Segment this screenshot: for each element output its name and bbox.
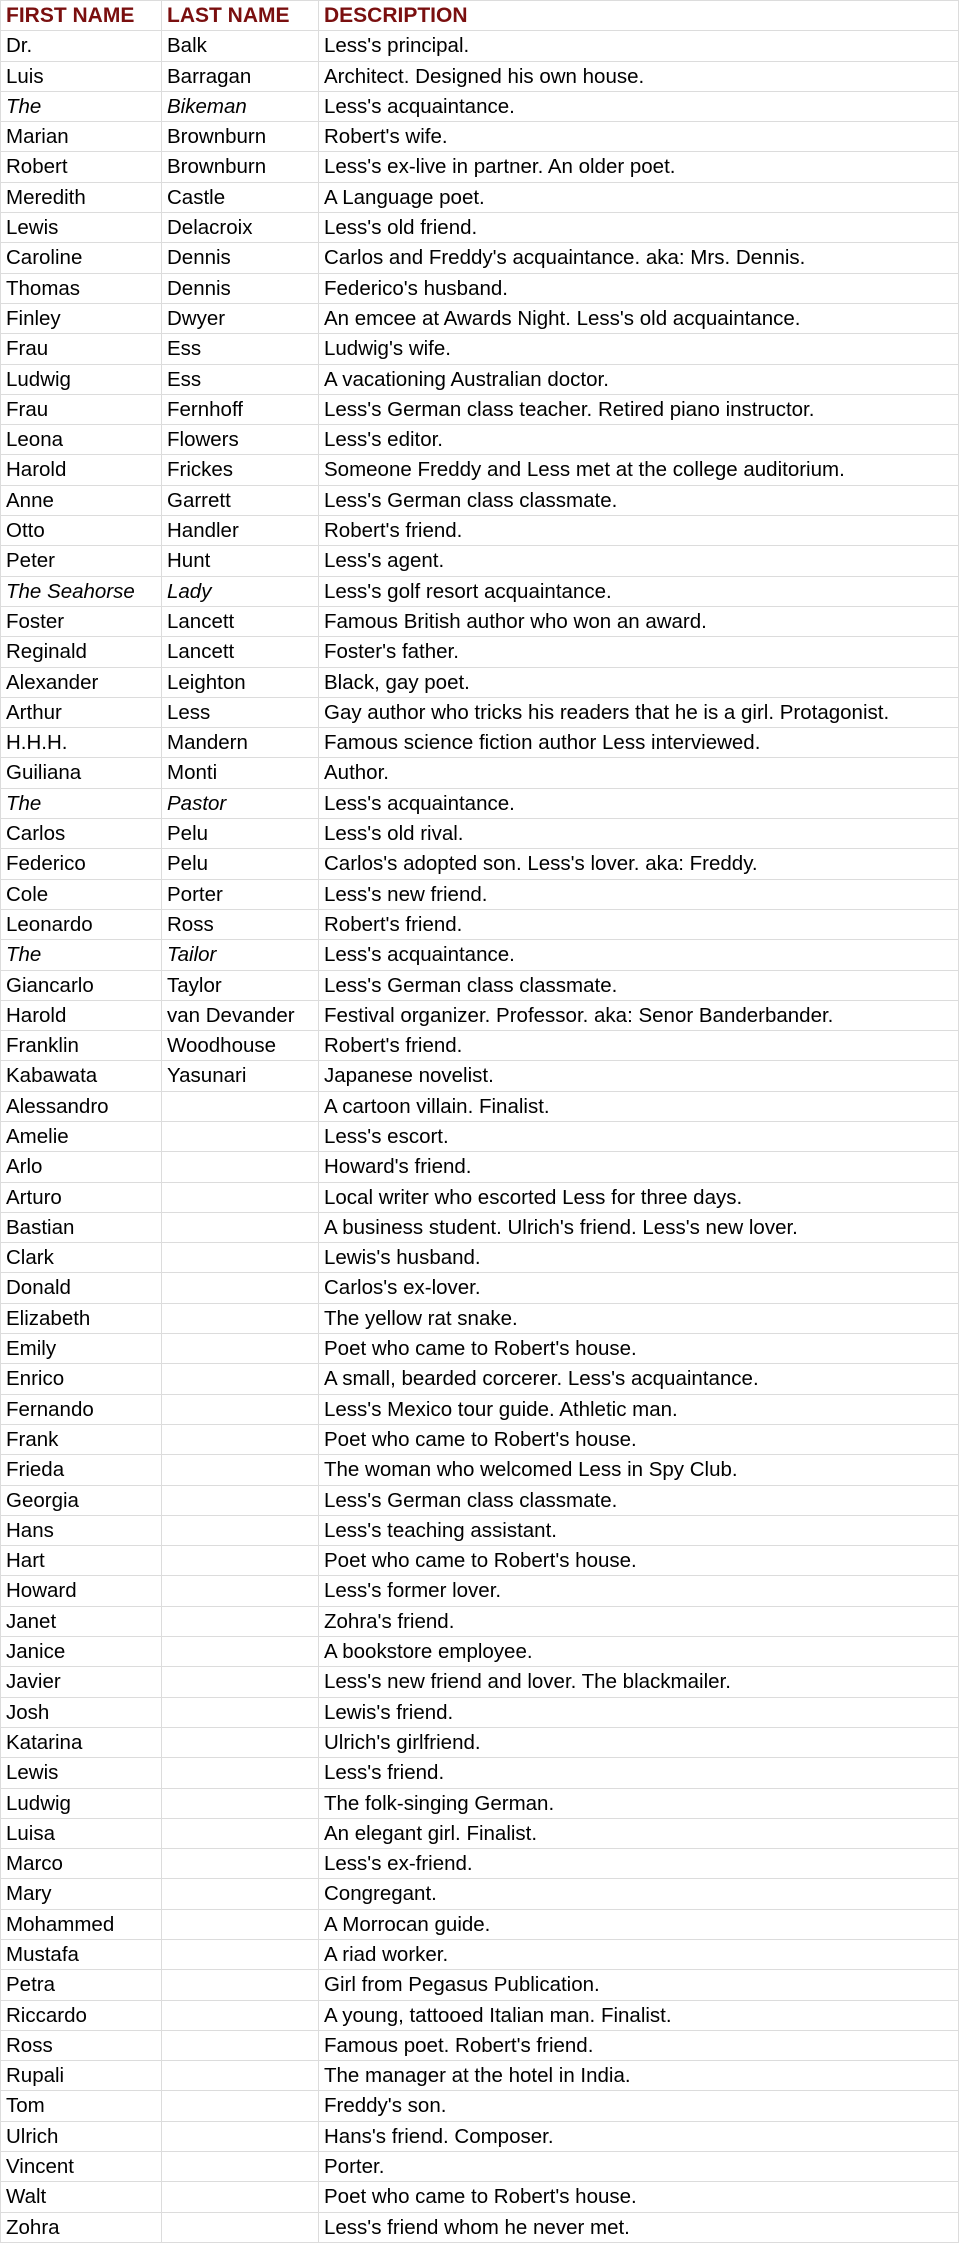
last-name-cell[interactable] bbox=[162, 2000, 319, 2030]
description-cell[interactable]: Lewis's friend. bbox=[319, 1697, 959, 1727]
table-row bbox=[1, 364, 959, 394]
description-cell[interactable]: An elegant girl. Finalist. bbox=[319, 1818, 959, 1848]
last-name-cell[interactable] bbox=[162, 2212, 319, 2242]
last-name-cell[interactable] bbox=[162, 2030, 319, 2060]
description-cell[interactable]: Less's ex-friend. bbox=[319, 1849, 959, 1879]
last-name-cell[interactable] bbox=[162, 1970, 319, 2000]
table-row bbox=[1, 1031, 959, 1061]
table-row bbox=[1, 849, 959, 879]
last-name-cell[interactable]: Lancett bbox=[162, 606, 319, 636]
last-name-cell[interactable] bbox=[162, 1394, 319, 1424]
last-name-cell[interactable] bbox=[162, 1364, 319, 1394]
first-name-cell[interactable]: Rupali bbox=[1, 2061, 162, 2091]
description-cell[interactable]: Freddy's son. bbox=[319, 2091, 959, 2121]
first-name-cell[interactable]: Fernando bbox=[1, 1394, 162, 1424]
table-row bbox=[1, 606, 959, 636]
description-cell[interactable]: Author. bbox=[319, 758, 959, 788]
table-row bbox=[1, 788, 959, 818]
last-name-cell[interactable] bbox=[162, 1091, 319, 1121]
table-row bbox=[1, 1121, 959, 1151]
description-cell[interactable]: Poet who came to Robert's house. bbox=[319, 2182, 959, 2212]
table-row bbox=[1, 1667, 959, 1697]
description-cell[interactable]: A young, tattooed Italian man. Finalist. bbox=[319, 2000, 959, 2030]
description-cell[interactable]: Howard's friend. bbox=[319, 1152, 959, 1182]
table-row bbox=[1, 1879, 959, 1909]
table-row bbox=[1, 394, 959, 424]
table-row bbox=[1, 31, 959, 61]
first-name-cell[interactable]: Tom bbox=[1, 2091, 162, 2121]
table-row bbox=[1, 1091, 959, 1121]
description-cell[interactable]: Less's escort. bbox=[319, 1121, 959, 1151]
table-row bbox=[1, 122, 959, 152]
last-name-cell[interactable]: Yasunari bbox=[162, 1061, 319, 1091]
first-name-cell[interactable]: Frau bbox=[1, 334, 162, 364]
first-name-cell[interactable]: Frieda bbox=[1, 1455, 162, 1485]
description-cell[interactable]: Less's new friend. bbox=[319, 879, 959, 909]
table-row bbox=[1, 1637, 959, 1667]
table-row bbox=[1, 1364, 959, 1394]
table-row bbox=[1, 1788, 959, 1818]
last-name-cell[interactable] bbox=[162, 1546, 319, 1576]
first-name-cell[interactable]: Howard bbox=[1, 1576, 162, 1606]
first-name-cell[interactable]: Harold bbox=[1, 455, 162, 485]
first-name-cell[interactable]: Ross bbox=[1, 2030, 162, 2060]
table-row bbox=[1, 1182, 959, 1212]
description-cell[interactable]: Less's editor. bbox=[319, 425, 959, 455]
first-name-cell[interactable]: Frank bbox=[1, 1424, 162, 1454]
description-cell[interactable]: A vacationing Australian doctor. bbox=[319, 364, 959, 394]
table-body bbox=[1, 31, 959, 2243]
table-row bbox=[1, 1243, 959, 1273]
description-cell[interactable]: Less's acquaintance. bbox=[319, 91, 959, 121]
description-cell[interactable]: Less's ex-live in partner. An older poet. bbox=[319, 152, 959, 182]
first-name-cell[interactable]: Janice bbox=[1, 1637, 162, 1667]
first-name-cell[interactable]: Vincent bbox=[1, 2152, 162, 2182]
first-name-cell[interactable]: Luisa bbox=[1, 1818, 162, 1848]
table-header bbox=[1, 1, 959, 31]
table-row bbox=[1, 728, 959, 758]
table-row bbox=[1, 1909, 959, 1939]
table-row bbox=[1, 152, 959, 182]
last-name-cell[interactable] bbox=[162, 2121, 319, 2151]
description-cell[interactable]: Less's friend whom he never met. bbox=[319, 2212, 959, 2242]
last-name-cell[interactable] bbox=[162, 2182, 319, 2212]
last-name-cell[interactable]: Pastor bbox=[162, 788, 319, 818]
first-name-cell[interactable]: Petra bbox=[1, 1970, 162, 2000]
last-name-cell[interactable]: Fernhoff bbox=[162, 394, 319, 424]
first-name-cell[interactable]: Zohra bbox=[1, 2212, 162, 2242]
last-name-cell[interactable]: Pelu bbox=[162, 819, 319, 849]
description-cell[interactable]: Less's teaching assistant. bbox=[319, 1515, 959, 1545]
last-name-cell[interactable] bbox=[162, 1576, 319, 1606]
table-row bbox=[1, 1424, 959, 1454]
description-cell[interactable]: Carlos and Freddy's acquaintance. aka: Mrs. Dennis. bbox=[319, 243, 959, 273]
description-cell[interactable]: The woman who welcomed Less in Spy Club. bbox=[319, 1455, 959, 1485]
table-row bbox=[1, 303, 959, 333]
first-name-cell[interactable]: Enrico bbox=[1, 1364, 162, 1394]
description-cell[interactable]: Lewis's husband. bbox=[319, 1243, 959, 1273]
last-name-cell[interactable]: Lancett bbox=[162, 637, 319, 667]
last-name-cell[interactable]: van Devander bbox=[162, 1000, 319, 1030]
table-row bbox=[1, 1152, 959, 1182]
last-name-cell[interactable]: Woodhouse bbox=[162, 1031, 319, 1061]
last-name-cell[interactable]: Barragan bbox=[162, 61, 319, 91]
description-cell[interactable]: A riad worker. bbox=[319, 1940, 959, 1970]
last-name-cell[interactable]: Flowers bbox=[162, 425, 319, 455]
description-cell[interactable]: Robert's friend. bbox=[319, 1031, 959, 1061]
description-cell[interactable]: Federico's husband. bbox=[319, 273, 959, 303]
description-cell[interactable]: A bookstore employee. bbox=[319, 1637, 959, 1667]
last-name-cell[interactable]: Leighton bbox=[162, 667, 319, 697]
description-cell[interactable]: Robert's friend. bbox=[319, 516, 959, 546]
last-name-cell[interactable]: Porter bbox=[162, 879, 319, 909]
last-name-cell[interactable] bbox=[162, 1243, 319, 1273]
first-name-cell[interactable]: Ludwig bbox=[1, 364, 162, 394]
last-name-cell[interactable] bbox=[162, 1758, 319, 1788]
last-name-cell[interactable]: Castle bbox=[162, 182, 319, 212]
first-name-cell[interactable]: Arturo bbox=[1, 1182, 162, 1212]
last-name-cell[interactable] bbox=[162, 1727, 319, 1757]
first-name-cell[interactable]: Marco bbox=[1, 1849, 162, 1879]
description-cell[interactable]: Foster's father. bbox=[319, 637, 959, 667]
first-name-cell[interactable]: Carlos bbox=[1, 819, 162, 849]
first-name-cell[interactable]: Walt bbox=[1, 2182, 162, 2212]
last-name-cell[interactable]: Mandern bbox=[162, 728, 319, 758]
description-cell[interactable]: Congregant. bbox=[319, 1879, 959, 1909]
last-name-cell[interactable] bbox=[162, 1667, 319, 1697]
last-name-cell[interactable] bbox=[162, 1424, 319, 1454]
table-row bbox=[1, 637, 959, 667]
table-row bbox=[1, 1394, 959, 1424]
first-name-cell[interactable]: Guiliana bbox=[1, 758, 162, 788]
table-row bbox=[1, 2121, 959, 2151]
first-name-cell[interactable]: Riccardo bbox=[1, 2000, 162, 2030]
table-row bbox=[1, 455, 959, 485]
table-row bbox=[1, 1061, 959, 1091]
last-name-cell[interactable] bbox=[162, 1879, 319, 1909]
table-row bbox=[1, 2000, 959, 2030]
description-cell[interactable]: The folk-singing German. bbox=[319, 1788, 959, 1818]
description-cell[interactable]: The manager at the hotel in India. bbox=[319, 2061, 959, 2091]
table-row bbox=[1, 61, 959, 91]
first-name-cell[interactable]: Luis bbox=[1, 61, 162, 91]
description-cell[interactable]: Less's old friend. bbox=[319, 213, 959, 243]
table-row bbox=[1, 1455, 959, 1485]
last-name-cell[interactable]: Pelu bbox=[162, 849, 319, 879]
last-name-cell[interactable]: Dennis bbox=[162, 243, 319, 273]
description-cell[interactable]: Less's friend. bbox=[319, 1758, 959, 1788]
table-row bbox=[1, 576, 959, 606]
last-name-cell[interactable]: Taylor bbox=[162, 970, 319, 1000]
description-cell[interactable]: Less's former lover. bbox=[319, 1576, 959, 1606]
last-name-cell[interactable] bbox=[162, 1455, 319, 1485]
description-cell[interactable]: Less's old rival. bbox=[319, 819, 959, 849]
description-cell[interactable]: Less's agent. bbox=[319, 546, 959, 576]
description-cell[interactable]: The yellow rat snake. bbox=[319, 1303, 959, 1333]
first-name-cell[interactable]: Ulrich bbox=[1, 2121, 162, 2151]
table-row bbox=[1, 273, 959, 303]
first-name-cell[interactable]: Kabawata bbox=[1, 1061, 162, 1091]
description-cell[interactable]: Gay author who tricks his readers that he is a girl. Protagonist. bbox=[319, 697, 959, 727]
table-row bbox=[1, 1334, 959, 1364]
first-name-cell[interactable]: Arlo bbox=[1, 1152, 162, 1182]
first-name-cell[interactable]: H.H.H. bbox=[1, 728, 162, 758]
first-name-cell[interactable]: Meredith bbox=[1, 182, 162, 212]
table-row bbox=[1, 1212, 959, 1242]
first-name-cell[interactable]: Alessandro bbox=[1, 1091, 162, 1121]
first-name-cell[interactable]: Harold bbox=[1, 1000, 162, 1030]
description-cell[interactable]: Famous poet. Robert's friend. bbox=[319, 2030, 959, 2060]
first-name-cell[interactable]: Mohammed bbox=[1, 1909, 162, 1939]
first-name-cell[interactable]: Mustafa bbox=[1, 1940, 162, 1970]
last-name-cell[interactable]: Ess bbox=[162, 364, 319, 394]
last-name-cell[interactable] bbox=[162, 1637, 319, 1667]
table-row bbox=[1, 909, 959, 939]
table-row bbox=[1, 1970, 959, 2000]
table-row bbox=[1, 516, 959, 546]
first-name-cell[interactable]: Leonardo bbox=[1, 909, 162, 939]
first-name-cell[interactable]: Katarina bbox=[1, 1727, 162, 1757]
description-cell[interactable]: Less's golf resort acquaintance. bbox=[319, 576, 959, 606]
description-cell[interactable]: Poet who came to Robert's house. bbox=[319, 1424, 959, 1454]
last-name-cell[interactable] bbox=[162, 1212, 319, 1242]
table-row bbox=[1, 970, 959, 1000]
first-name-cell[interactable]: Marian bbox=[1, 122, 162, 152]
description-cell[interactable]: Local writer who escorted Less for three days. bbox=[319, 1182, 959, 1212]
description-cell[interactable]: A small, bearded corcerer. Less's acquaintance. bbox=[319, 1364, 959, 1394]
first-name-cell[interactable]: Bastian bbox=[1, 1212, 162, 1242]
description-cell[interactable]: Less's German class classmate. bbox=[319, 970, 959, 1000]
first-name-cell[interactable]: Mary bbox=[1, 1879, 162, 1909]
description-cell[interactable]: Less's German class classmate. bbox=[319, 1485, 959, 1515]
first-name-cell[interactable]: Franklin bbox=[1, 1031, 162, 1061]
table-row bbox=[1, 2152, 959, 2182]
last-name-cell[interactable]: Hunt bbox=[162, 546, 319, 576]
last-name-cell[interactable] bbox=[162, 1940, 319, 1970]
first-name-cell[interactable]: The Seahorse bbox=[1, 576, 162, 606]
first-name-cell[interactable]: Cole bbox=[1, 879, 162, 909]
last-name-cell[interactable] bbox=[162, 1303, 319, 1333]
first-name-cell[interactable]: Amelie bbox=[1, 1121, 162, 1151]
table-row bbox=[1, 1273, 959, 1303]
description-cell[interactable]: Girl from Pegasus Publication. bbox=[319, 1970, 959, 2000]
table-row bbox=[1, 2212, 959, 2242]
last-name-cell[interactable] bbox=[162, 1485, 319, 1515]
last-name-cell[interactable] bbox=[162, 2091, 319, 2121]
table-row bbox=[1, 819, 959, 849]
description-cell[interactable]: An emcee at Awards Night. Less's old acquaintance. bbox=[319, 303, 959, 333]
first-name-cell[interactable]: Elizabeth bbox=[1, 1303, 162, 1333]
description-cell[interactable]: Famous science fiction author Less interviewed. bbox=[319, 728, 959, 758]
table-row bbox=[1, 1818, 959, 1848]
first-name-cell[interactable]: Arthur bbox=[1, 697, 162, 727]
last-name-cell[interactable] bbox=[162, 1788, 319, 1818]
table-row bbox=[1, 1303, 959, 1333]
last-name-cell[interactable]: Garrett bbox=[162, 485, 319, 515]
last-name-cell[interactable] bbox=[162, 1606, 319, 1636]
first-name-cell[interactable]: Finley bbox=[1, 303, 162, 333]
table-row bbox=[1, 1000, 959, 1030]
column-header-description[interactable]: DESCRIPTION bbox=[319, 1, 959, 31]
first-name-cell[interactable]: Emily bbox=[1, 1334, 162, 1364]
first-name-cell[interactable]: The bbox=[1, 940, 162, 970]
last-name-cell[interactable]: Dwyer bbox=[162, 303, 319, 333]
header-row bbox=[1, 1, 959, 31]
last-name-cell[interactable]: Ess bbox=[162, 334, 319, 364]
last-name-cell[interactable]: Balk bbox=[162, 31, 319, 61]
last-name-cell[interactable] bbox=[162, 1849, 319, 1879]
description-cell[interactable]: Zohra's friend. bbox=[319, 1606, 959, 1636]
first-name-cell[interactable]: Dr. bbox=[1, 31, 162, 61]
last-name-cell[interactable] bbox=[162, 1121, 319, 1151]
first-name-cell[interactable]: Reginald bbox=[1, 637, 162, 667]
table-row bbox=[1, 425, 959, 455]
last-name-cell[interactable]: Handler bbox=[162, 516, 319, 546]
description-cell[interactable]: Less's German class classmate. bbox=[319, 485, 959, 515]
last-name-cell[interactable]: Ross bbox=[162, 909, 319, 939]
table-row bbox=[1, 334, 959, 364]
description-cell[interactable]: A cartoon villain. Finalist. bbox=[319, 1091, 959, 1121]
first-name-cell[interactable]: Alexander bbox=[1, 667, 162, 697]
table-row bbox=[1, 667, 959, 697]
table-row bbox=[1, 2182, 959, 2212]
first-name-cell[interactable]: Leona bbox=[1, 425, 162, 455]
first-name-cell[interactable]: Hans bbox=[1, 1515, 162, 1545]
table-row bbox=[1, 213, 959, 243]
last-name-cell[interactable] bbox=[162, 1182, 319, 1212]
first-name-cell[interactable]: Lewis bbox=[1, 213, 162, 243]
last-name-cell[interactable]: Less bbox=[162, 697, 319, 727]
table-row bbox=[1, 879, 959, 909]
last-name-cell[interactable] bbox=[162, 1515, 319, 1545]
first-name-cell[interactable]: Caroline bbox=[1, 243, 162, 273]
last-name-cell[interactable]: Brownburn bbox=[162, 152, 319, 182]
last-name-cell[interactable]: Dennis bbox=[162, 273, 319, 303]
column-header-first-name[interactable]: FIRST NAME bbox=[1, 1, 162, 31]
first-name-cell[interactable]: Georgia bbox=[1, 1485, 162, 1515]
last-name-cell[interactable] bbox=[162, 1697, 319, 1727]
table-row bbox=[1, 697, 959, 727]
first-name-cell[interactable]: Anne bbox=[1, 485, 162, 515]
table-row bbox=[1, 546, 959, 576]
last-name-cell[interactable]: Frickes bbox=[162, 455, 319, 485]
table-row bbox=[1, 485, 959, 515]
last-name-cell[interactable] bbox=[162, 1273, 319, 1303]
last-name-cell[interactable] bbox=[162, 2061, 319, 2091]
table-row bbox=[1, 2061, 959, 2091]
table-row bbox=[1, 182, 959, 212]
first-name-cell[interactable]: Ludwig bbox=[1, 1788, 162, 1818]
description-cell[interactable]: Robert's wife. bbox=[319, 122, 959, 152]
last-name-cell[interactable]: Brownburn bbox=[162, 122, 319, 152]
column-header-last-name[interactable]: LAST NAME bbox=[162, 1, 319, 31]
description-cell[interactable]: Poet who came to Robert's house. bbox=[319, 1546, 959, 1576]
description-cell[interactable]: Festival organizer. Professor. aka: Senor Banderbander. bbox=[319, 1000, 959, 1030]
description-cell[interactable]: Robert's friend. bbox=[319, 909, 959, 939]
first-name-cell[interactable]: Thomas bbox=[1, 273, 162, 303]
last-name-cell[interactable] bbox=[162, 2152, 319, 2182]
description-cell[interactable]: Porter. bbox=[319, 2152, 959, 2182]
description-cell[interactable]: Less's acquaintance. bbox=[319, 940, 959, 970]
description-cell[interactable]: Japanese novelist. bbox=[319, 1061, 959, 1091]
table-row bbox=[1, 1576, 959, 1606]
first-name-cell[interactable]: Javier bbox=[1, 1667, 162, 1697]
table-row bbox=[1, 1485, 959, 1515]
description-cell[interactable]: Someone Freddy and Less met at the college auditorium. bbox=[319, 455, 959, 485]
table-row bbox=[1, 1758, 959, 1788]
first-name-cell[interactable]: Hart bbox=[1, 1546, 162, 1576]
table-row bbox=[1, 1727, 959, 1757]
table-row bbox=[1, 940, 959, 970]
description-cell[interactable]: Ludwig's wife. bbox=[319, 334, 959, 364]
first-name-cell[interactable]: Otto bbox=[1, 516, 162, 546]
description-cell[interactable]: Less's German class teacher. Retired piano instructor. bbox=[319, 394, 959, 424]
first-name-cell[interactable]: Donald bbox=[1, 1273, 162, 1303]
table-row bbox=[1, 91, 959, 121]
first-name-cell[interactable]: Frau bbox=[1, 394, 162, 424]
first-name-cell[interactable]: Federico bbox=[1, 849, 162, 879]
table-row bbox=[1, 1546, 959, 1576]
description-cell[interactable]: Famous British author who won an award. bbox=[319, 606, 959, 636]
last-name-cell[interactable] bbox=[162, 1152, 319, 1182]
description-cell[interactable]: Carlos's adopted son. Less's lover. aka: Freddy. bbox=[319, 849, 959, 879]
description-cell[interactable]: Less's principal. bbox=[319, 31, 959, 61]
last-name-cell[interactable]: Bikeman bbox=[162, 91, 319, 121]
first-name-cell[interactable]: Clark bbox=[1, 1243, 162, 1273]
description-cell[interactable]: Poet who came to Robert's house. bbox=[319, 1334, 959, 1364]
first-name-cell[interactable]: The bbox=[1, 788, 162, 818]
table-row bbox=[1, 1940, 959, 1970]
first-name-cell[interactable]: Peter bbox=[1, 546, 162, 576]
table-row bbox=[1, 758, 959, 788]
table-row bbox=[1, 1515, 959, 1545]
first-name-cell[interactable]: Foster bbox=[1, 606, 162, 636]
first-name-cell[interactable]: Janet bbox=[1, 1606, 162, 1636]
last-name-cell[interactable]: Tailor bbox=[162, 940, 319, 970]
last-name-cell[interactable]: Delacroix bbox=[162, 213, 319, 243]
last-name-cell[interactable]: Lady bbox=[162, 576, 319, 606]
table-row bbox=[1, 1697, 959, 1727]
description-cell[interactable]: Hans's friend. Composer. bbox=[319, 2121, 959, 2151]
last-name-cell[interactable] bbox=[162, 1818, 319, 1848]
table-row bbox=[1, 2030, 959, 2060]
table-row bbox=[1, 1849, 959, 1879]
first-name-cell[interactable]: Robert bbox=[1, 152, 162, 182]
last-name-cell[interactable]: Monti bbox=[162, 758, 319, 788]
first-name-cell[interactable]: Josh bbox=[1, 1697, 162, 1727]
description-cell[interactable]: Less's acquaintance. bbox=[319, 788, 959, 818]
description-cell[interactable]: A business student. Ulrich's friend. Less's new lover. bbox=[319, 1212, 959, 1242]
table-row bbox=[1, 2091, 959, 2121]
description-cell[interactable]: Black, gay poet. bbox=[319, 667, 959, 697]
description-cell[interactable]: Ulrich's girlfriend. bbox=[319, 1727, 959, 1757]
description-cell[interactable]: Less's new friend and lover. The blackmailer. bbox=[319, 1667, 959, 1697]
first-name-cell[interactable]: The bbox=[1, 91, 162, 121]
description-cell[interactable]: Architect. Designed his own house. bbox=[319, 61, 959, 91]
table-row bbox=[1, 1606, 959, 1636]
description-cell[interactable]: Less's Mexico tour guide. Athletic man. bbox=[319, 1394, 959, 1424]
last-name-cell[interactable] bbox=[162, 1909, 319, 1939]
last-name-cell[interactable] bbox=[162, 1334, 319, 1364]
description-cell[interactable]: A Morrocan guide. bbox=[319, 1909, 959, 1939]
description-cell[interactable]: A Language poet. bbox=[319, 182, 959, 212]
first-name-cell[interactable]: Giancarlo bbox=[1, 970, 162, 1000]
first-name-cell[interactable]: Lewis bbox=[1, 1758, 162, 1788]
table-row bbox=[1, 243, 959, 273]
description-cell[interactable]: Carlos's ex-lover. bbox=[319, 1273, 959, 1303]
